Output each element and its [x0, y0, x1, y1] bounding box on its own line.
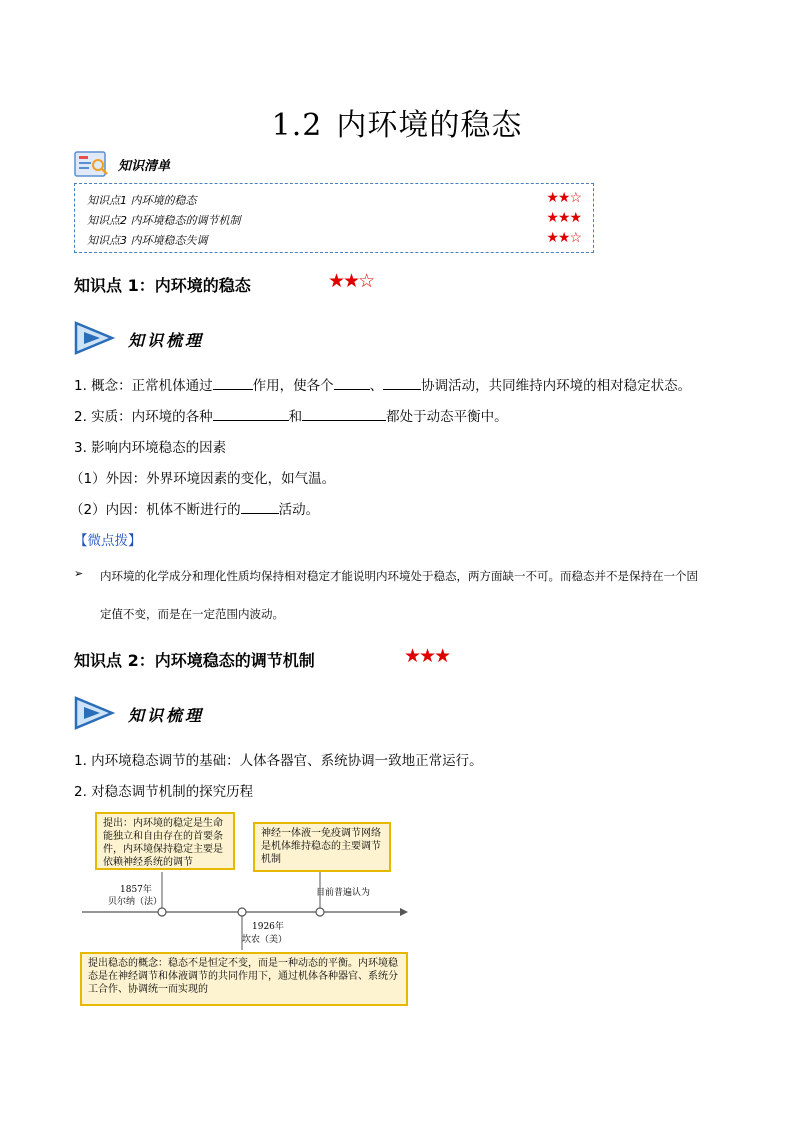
blank [334, 377, 370, 390]
factors-line: 3. 影响内环境稳态的因素 [74, 440, 227, 456]
blank [302, 408, 386, 421]
timeline-box-cannon: 提出稳态的概念：稳态不是恒定不变，而是一种动态的平衡。内环境稳态是在神经调节和体液调节的共同作用下，通过机体各种器官、系统分工合作、协调统一而实现的 [80, 952, 408, 1006]
concept-line: 1. 概念：正常机体通过 作用，使各个 、 协调活动，共同维持内环境的相对稳定状态。 [74, 378, 692, 394]
knowledge-list-icon [74, 150, 110, 178]
external-factor-line: （1）外因：外界环境因素的变化，如气温。 [70, 471, 336, 487]
tip-note-line-1: 内环境的化学成分和理化性质均保持相对稳定才能说明内环境处于稳态，两方面缺一不可。而稳态并不是保持在一个固 [100, 569, 698, 583]
timeline-name-bernard: 贝尔纳（法） [108, 897, 163, 907]
section-2-title: 知识点 2：内环境稳态的调节机制 [74, 651, 315, 670]
knowledge-list-box [74, 183, 594, 253]
knowledge-list-item-2-stars: ★★★ [546, 210, 581, 226]
knowledge-list-item-3-stars: ★★☆ [546, 230, 581, 246]
timeline-year-1857: 1857年 [120, 885, 152, 895]
tip-heading: 【微点拨】 [74, 533, 142, 549]
internal-factor-line: （2）内因：机体不断进行的 活动。 [70, 502, 320, 518]
regulation-basis-line: 1. 内环境稳态调节的基础：人体各器官、系统协调一致地正常运行。 [74, 753, 483, 769]
knowledge-list-item-3: 知识点3 内环境稳态失调 [87, 234, 208, 247]
exploration-line: 2. 对稳态调节机制的探究历程 [74, 784, 254, 800]
title-number: 1.2 [271, 108, 323, 143]
timeline-box-bernard: 提出：内环境的稳定是生命能独立和自由存在的首要条件，内环境保持稳定主要是依赖神经系统的调节 [95, 812, 235, 870]
blank [241, 501, 279, 514]
tip-note-line-2: 定值不变，而是在一定范围内波动。 [100, 607, 284, 621]
timeline-box-current: 神经一体液一免疫调节网络是机体维持稳态的主要调节机制 [253, 822, 391, 872]
page-title [0, 100, 794, 144]
knowledge-list-heading: 知识清单 [118, 159, 171, 174]
timeline-name-cannon: 坎农（美） [242, 935, 288, 945]
timeline-year-1926: 1926年 [252, 922, 284, 932]
play-triangle-icon [72, 320, 116, 356]
play-triangle-icon [72, 695, 116, 731]
timeline-label-current: 目前普遍认为 [316, 888, 371, 898]
essence-line: 2. 实质：内环境的各种 和 都处于动态平衡中。 [74, 409, 508, 425]
section-1-stars: ★★☆ [328, 270, 374, 292]
blank [213, 408, 289, 421]
section-2-sort-label: 知识梳理 [128, 706, 205, 725]
knowledge-list-item-1-stars: ★★☆ [546, 190, 581, 206]
bullet-arrow-icon: ➢ [74, 567, 84, 580]
section-2-stars: ★★★ [404, 645, 450, 667]
section-1-title: 知识点 1：内环境的稳态 [74, 276, 251, 295]
title-text: 内环境的稳态 [336, 108, 523, 143]
section-1-sort-label: 知识梳理 [128, 331, 205, 350]
knowledge-list-item-2: 知识点2 内环境稳态的调节机制 [87, 214, 241, 227]
blank [383, 377, 421, 390]
blank [213, 377, 253, 390]
knowledge-list-item-1: 知识点1 内环境的稳态 [87, 194, 197, 207]
